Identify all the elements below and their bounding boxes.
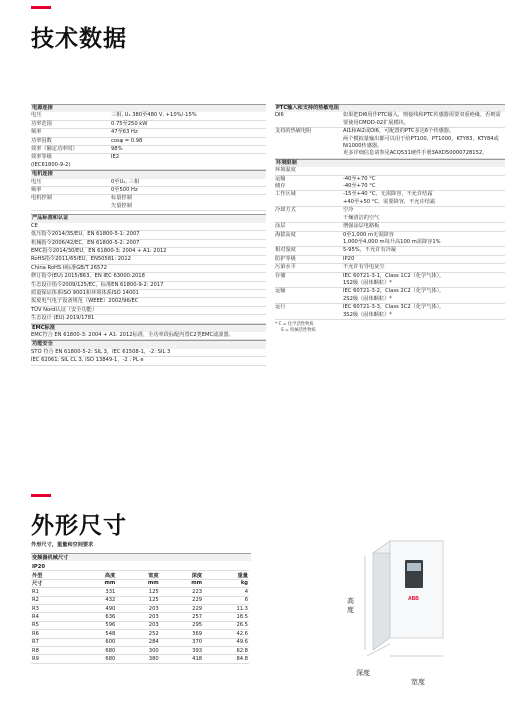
- dim-table-row-cell: R5: [31, 621, 73, 629]
- standards-line: 修订指令(EU) 2015/863，EN IEC 63000:2018: [31, 273, 266, 281]
- motor-key: 电机控制: [31, 195, 52, 202]
- mains-key: 频率: [31, 129, 42, 136]
- mains-row: [31, 121, 266, 129]
- dim-ip-row: [31, 563, 249, 571]
- dim-table-row-cell: 490: [73, 604, 116, 612]
- standards-line: 生态设计指令2009/125/EC，标准EN 61800-9-2: 2017: [31, 282, 266, 290]
- ptc-row: [275, 128, 505, 159]
- motor-value: 标量控制 矢量控制: [111, 195, 132, 209]
- standards-line: 生态设计 (EU) 2019/1781: [31, 315, 266, 323]
- dim-table-row-cell: 26.5: [203, 621, 249, 629]
- dim-table-row: [31, 646, 249, 654]
- env-row: [275, 207, 505, 223]
- env-value: -15至+40 °C，无需降容，不允许结霜 +40至+50 °C，需要降容，不允许结霜: [343, 191, 436, 205]
- motor-title: 电机连接: [31, 170, 266, 178]
- env-value: IEC 60721-3-2，Class 2C2（化学气体）， 2S2级（固体颗粒）*: [343, 288, 445, 302]
- width-label: 宽度: [411, 678, 425, 686]
- env-key: 污染水平: [275, 264, 296, 271]
- env-value: -40至+70 °C -40至+70 °C: [343, 175, 376, 190]
- ptc-key: 支持的热敏电阻: [275, 128, 312, 135]
- dimensions-table-title: 变频器机械尺寸: [31, 553, 251, 561]
- env-key: 工作区域: [275, 191, 296, 198]
- mains-value: 47至63 Hz: [111, 129, 138, 136]
- accent-bar-top: [31, 6, 51, 9]
- env-key: 运行: [275, 304, 286, 311]
- env-value: IEC 60721-3-1，Class 1C2（化学气体）， 1S2级（固体颗粒）*: [343, 272, 445, 286]
- dim-table-row-cell: 257: [160, 613, 203, 621]
- drive-display: [407, 563, 421, 571]
- dim-header-row-cell: 宽度: [116, 571, 159, 579]
- dim-table-row-cell: 62.8: [203, 646, 249, 654]
- height-label-char1: 高: [347, 597, 354, 605]
- standards-line: RoHS指令2011/65/EU，EN50581: 2012: [31, 256, 266, 264]
- dim-table-row-cell: 84.8: [203, 655, 249, 663]
- drive-brand-logo: ABB: [408, 596, 419, 602]
- dim-table-row-cell: 393: [160, 646, 203, 654]
- dim-unit-row-cell: mm: [116, 579, 159, 587]
- standards-line: China RoHS II标准GB/T 26572: [31, 265, 266, 273]
- dim-table-row-cell: 4: [203, 588, 249, 596]
- standards-title: 产品标准和认证: [31, 214, 266, 222]
- env-row: [275, 191, 505, 207]
- motor-row: [31, 195, 266, 211]
- mains-row: [31, 146, 266, 154]
- env-subtitle: 环境温度: [275, 167, 505, 175]
- dim-ip-label: IP20: [31, 563, 249, 571]
- dim-table-row-cell: 636: [73, 613, 116, 621]
- mains-key: 电压: [31, 112, 42, 119]
- motor-key: 频率: [31, 187, 42, 194]
- env-value: 0至1,000 m无需降容 1,000至4,000 m每升高100 m需降容1%: [343, 231, 441, 245]
- env-rows: [275, 176, 505, 320]
- ptc-key: DI6: [275, 112, 284, 119]
- safety-line: STO 符合 EN 61800-5-2: SIL 3，IEC 61508-1，-2: SIL 3: [31, 349, 266, 357]
- dim-unit-row-cell: mm: [160, 579, 203, 587]
- mains-key: 功率范围: [31, 120, 52, 127]
- env-value: 增强涂层电路板: [343, 223, 380, 230]
- env-value: 不允许有导电灰尘: [343, 264, 385, 271]
- dim-header-row-cell: 重量: [203, 571, 249, 579]
- dim-table-row-cell: R1: [31, 588, 73, 596]
- env-value: 5-95%，不允许有冷凝: [343, 247, 397, 254]
- mains-row: [31, 154, 266, 170]
- standards-line: 质量保证体系ISO 9001和环境体系ISO 14001: [31, 290, 266, 298]
- dim-table-row-cell: R4: [31, 613, 73, 621]
- dim-table-row-cell: 203: [116, 613, 159, 621]
- dim-table-row-cell: 600: [73, 638, 116, 646]
- dim-table-row-cell: 284: [116, 638, 159, 646]
- dim-table-row-cell: 295: [160, 621, 203, 629]
- dim-table-row-cell: 596: [73, 621, 116, 629]
- env-key: 海拔高度: [275, 231, 296, 238]
- env-row: [275, 256, 505, 264]
- mains-key: 效率等级 (IEC61800-9-2): [31, 154, 71, 168]
- dim-table-row-cell: 49.6: [203, 638, 249, 646]
- env-value: 空冷 干燥清洁的空气: [343, 207, 380, 221]
- mains-row: [31, 112, 266, 120]
- dim-table-row-cell: 369: [160, 630, 203, 638]
- mains-value: cosφ = 0.98: [111, 137, 143, 144]
- motor-value: 0至500 Hz: [111, 187, 138, 194]
- tech-data-title: 技术数据: [31, 26, 127, 52]
- depth-label: 深度: [356, 669, 370, 677]
- env-value: IP20: [343, 255, 355, 262]
- env-note-2: S = 机械活性物质: [281, 327, 316, 333]
- dim-table-row-cell: 418: [160, 655, 203, 663]
- drive-front-face: [390, 541, 443, 638]
- motor-row: [31, 179, 266, 187]
- ptc-rows: [275, 112, 505, 158]
- mains-value: 三相, U₁ 380至480 V, +10%/-15%: [111, 112, 197, 119]
- mains-row: [31, 138, 266, 146]
- standards-lines: [31, 223, 266, 324]
- env-key: 运输: [275, 288, 286, 295]
- dim-table-row-cell: 203: [116, 621, 159, 629]
- dim-table-row-cell: R2: [31, 596, 73, 604]
- ptc-row: [275, 112, 505, 128]
- env-key: 存储: [275, 272, 286, 279]
- dim-unit-row-cell: mm: [73, 579, 116, 587]
- motor-value: 0至U₁, 三相: [111, 178, 140, 185]
- dim-table-row-cell: R8: [31, 646, 73, 654]
- dim-table-row-cell: 125: [116, 596, 159, 604]
- motor-rows: [31, 179, 266, 212]
- dim-table-row: [31, 638, 249, 646]
- mains-title: 电源连接: [31, 104, 266, 112]
- env-value: IEC 60721-3-3，Class 3C2（化学气体）， 3S2级（固体颗粒）*: [343, 304, 445, 318]
- env-key: 相对湿度: [275, 247, 296, 254]
- mains-value: 98%: [111, 146, 123, 153]
- mains-key: 功率因数: [31, 137, 52, 144]
- dim-table-row: [31, 613, 249, 621]
- standards-line: 低压指令2014/35/EU，EN 61800-5-1: 2007: [31, 231, 266, 239]
- accent-bar-dimensions: [31, 494, 51, 497]
- dim-table-row-cell: 18.5: [203, 613, 249, 621]
- mains-value: IE2: [111, 154, 120, 161]
- height-label-char2: 度: [347, 606, 354, 614]
- motor-key: 电压: [31, 178, 42, 185]
- env-key: 运输 储存: [275, 175, 286, 190]
- env-key: 冷却方式: [275, 207, 296, 214]
- drive-side-face: [373, 541, 390, 650]
- safety-line: IEC 62061: SIL CL 3, ISO 13849-1，-2 : PL e: [31, 357, 266, 365]
- env-row: [275, 273, 505, 289]
- safety-lines: [31, 349, 266, 366]
- dim-header-row-cell: 深度: [160, 571, 203, 579]
- right-column: [275, 104, 505, 334]
- dimensions-table: [31, 563, 249, 664]
- dim-unit-row-cell: kg: [203, 579, 249, 587]
- env-row: [275, 223, 505, 231]
- dim-table-row: [31, 604, 249, 612]
- dim-table-row-cell: R9: [31, 655, 73, 663]
- dim-table-row-cell: 229: [160, 604, 203, 612]
- env-key: 涂层: [275, 223, 286, 230]
- safety-title: 功能安全: [31, 340, 266, 348]
- left-column: [31, 104, 266, 366]
- standards-line: TÜV Nord认证（安全功能）: [31, 307, 266, 315]
- env-note-1: * C = 化学活性物质: [275, 321, 314, 327]
- drive-illustration: [345, 538, 520, 688]
- dim-header-row: [31, 571, 249, 579]
- env-key: 防护等级: [275, 255, 296, 262]
- dim-table-row-cell: 223: [160, 588, 203, 596]
- dim-unit-row: [31, 579, 249, 587]
- dimensions-title: 外形尺寸: [31, 513, 127, 539]
- emc-title: EMC标准: [31, 324, 266, 332]
- dim-table-row-cell: 370: [160, 638, 203, 646]
- dim-table-row-cell: 229: [160, 596, 203, 604]
- dim-table-row-cell: 380: [116, 655, 159, 663]
- dim-table-row-cell: 125: [116, 588, 159, 596]
- env-title: 环境限制: [275, 159, 505, 167]
- dim-table-row-cell: 6: [203, 596, 249, 604]
- dim-header-row-cell: 外型: [31, 571, 73, 579]
- dim-table-row: [31, 588, 249, 596]
- ptc-title: PTC输入和支持的热敏电阻: [275, 104, 505, 112]
- env-row: [275, 232, 505, 248]
- dim-table-row-cell: R7: [31, 638, 73, 646]
- env-row: [275, 304, 505, 320]
- standards-line: EMC指令2014/30/EU，EN 61800-3: 2004 + A1: 2012: [31, 248, 266, 256]
- dim-table-row-cell: R3: [31, 604, 73, 612]
- height-label: [347, 597, 357, 615]
- dim-table-row-cell: 548: [73, 630, 116, 638]
- env-row: [275, 176, 505, 192]
- dim-table-row-cell: 300: [116, 646, 159, 654]
- dim-table-row-cell: 680: [73, 655, 116, 663]
- ptc-value: 如果把DI6用作PTC输入，则接线和PTC传感器需要双重绝缘，否则需要使用CMOD-02扩展模块。: [343, 112, 501, 126]
- standards-line: 报废电气电子设备规范（WEEE）2002/96/EC: [31, 298, 266, 306]
- motor-row: [31, 187, 266, 195]
- env-row: [275, 288, 505, 304]
- dim-table-row: [31, 655, 249, 663]
- env-row: [275, 247, 505, 255]
- dim-table-row: [31, 621, 249, 629]
- emc-text: EMC符合 EN 61800-3: 2004 + A1: 2012标准，全功率段标配内置C2类EMC滤波器。: [31, 332, 266, 340]
- mains-row: [31, 129, 266, 137]
- dim-table-row-cell: 432: [73, 596, 116, 604]
- ptc-value: AI1和AI2或DI6，可配置的PTC多达6个传感器。 两个模拟量输出都可以用于给PT100，PT1000，KTY83，KTY84或Ni1000传感器。 更多详细信息请参见ACQ531硬件手册3AXD50000728152。: [343, 128, 499, 157]
- standards-line: 机械指令2006/42/EC，EN 61800-5-2: 2007: [31, 240, 266, 248]
- dim-table-row-cell: 331: [73, 588, 116, 596]
- dimensions-subtitle: 外形尺寸，重量和空间要求: [31, 542, 94, 548]
- dim-table-row: [31, 596, 249, 604]
- mains-value: 0.75至250 kW: [111, 120, 148, 127]
- env-row: [275, 264, 505, 272]
- dim-table-row-cell: 252: [116, 630, 159, 638]
- dim-table-row: [31, 630, 249, 638]
- dim-table-row-cell: 680: [73, 646, 116, 654]
- dim-table-row-cell: 42.6: [203, 630, 249, 638]
- dim-table-row-cell: 11.3: [203, 604, 249, 612]
- dim-unit-row-cell: 尺寸: [31, 579, 73, 587]
- dim-table-row-cell: 203: [116, 604, 159, 612]
- mains-rows: [31, 112, 266, 170]
- standards-line: CE: [31, 223, 266, 231]
- dim-header-row-cell: 高度: [73, 571, 116, 579]
- mains-key: 效率（额定功率时）: [31, 146, 78, 153]
- dim-table-row-cell: R6: [31, 630, 73, 638]
